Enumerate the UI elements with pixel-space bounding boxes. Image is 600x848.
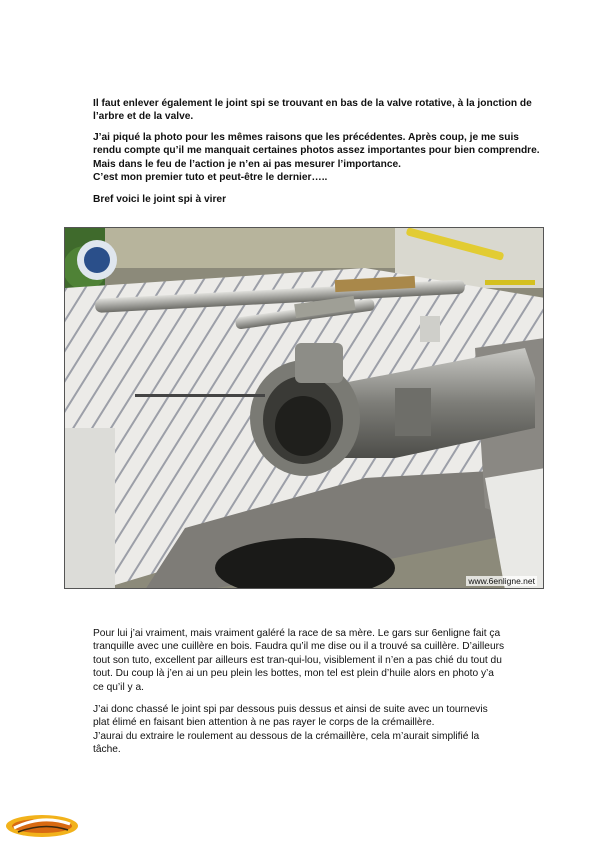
photo-watermark: www.6enligne.net bbox=[468, 576, 535, 586]
text-line: J’ai donc chassé le joint spi par dessous puis dessus et ainsi de suite avec un tournevis bbox=[93, 704, 488, 715]
text-line: tâche. bbox=[93, 744, 121, 756]
text-line: Mais dans le feu de l’action je n’en ai pas mesurer l’importance. bbox=[93, 158, 401, 170]
paragraph-struggle bbox=[93, 627, 553, 694]
text-line: J’aurai du extraire le roulement au dessous de la crémaillère, cela m’aurait simplifié la bbox=[93, 730, 480, 742]
text-line: tout son tuto, excellent par ailleurs est tran-qui-lou, visiblement il n’en a pas chié du tout du bbox=[93, 654, 502, 666]
paragraph-method bbox=[93, 703, 553, 757]
text-line: tranquille avec une cuillère en bois. Faudra qu’il me dise ou il a trouvé sa cuillère. D’ailleurs bbox=[93, 641, 505, 653]
text-line: Pour lui j’ai vraiment, mais vraiment galéré la race de sa mère. Le gars sur 6enligne fait ça bbox=[93, 628, 501, 639]
text-line: ce qu’il y a. bbox=[93, 681, 144, 693]
text-line: plat élimé en faisant bien attention à ne pas rayer le corps de la crémaillère. bbox=[93, 717, 435, 729]
steering-rack-photo bbox=[64, 227, 544, 589]
photo-illustration bbox=[65, 228, 544, 589]
logo-icon bbox=[2, 810, 82, 840]
text-line: J’ai piqué la photo pour les mêmes raisons que les précédentes. Après coup, je me suis bbox=[93, 132, 519, 143]
text-line: Il faut enlever également le joint spi se trouvant en bas de la valve rotative, à la jonction de bbox=[93, 98, 532, 109]
site-logo bbox=[2, 810, 82, 840]
paragraph-photo-note bbox=[93, 131, 553, 185]
text-line: Bref voici le joint spi à virer bbox=[93, 194, 227, 205]
text-line: C’est mon premier tuto et peut-être le dernier….. bbox=[93, 172, 328, 184]
paragraph-caption bbox=[93, 193, 553, 206]
text-line: l’arbre et de la valve. bbox=[93, 111, 194, 123]
paragraph-intro bbox=[93, 97, 553, 124]
text-line: rendu compte qu’il me manquait certaines photos assez importantes pour bien comprendre. bbox=[93, 145, 540, 157]
text-line: tout. Du coup là j’en ai un peu plein les bottes, mon tel est plein d’huile alors en photo y’a bbox=[93, 668, 494, 680]
